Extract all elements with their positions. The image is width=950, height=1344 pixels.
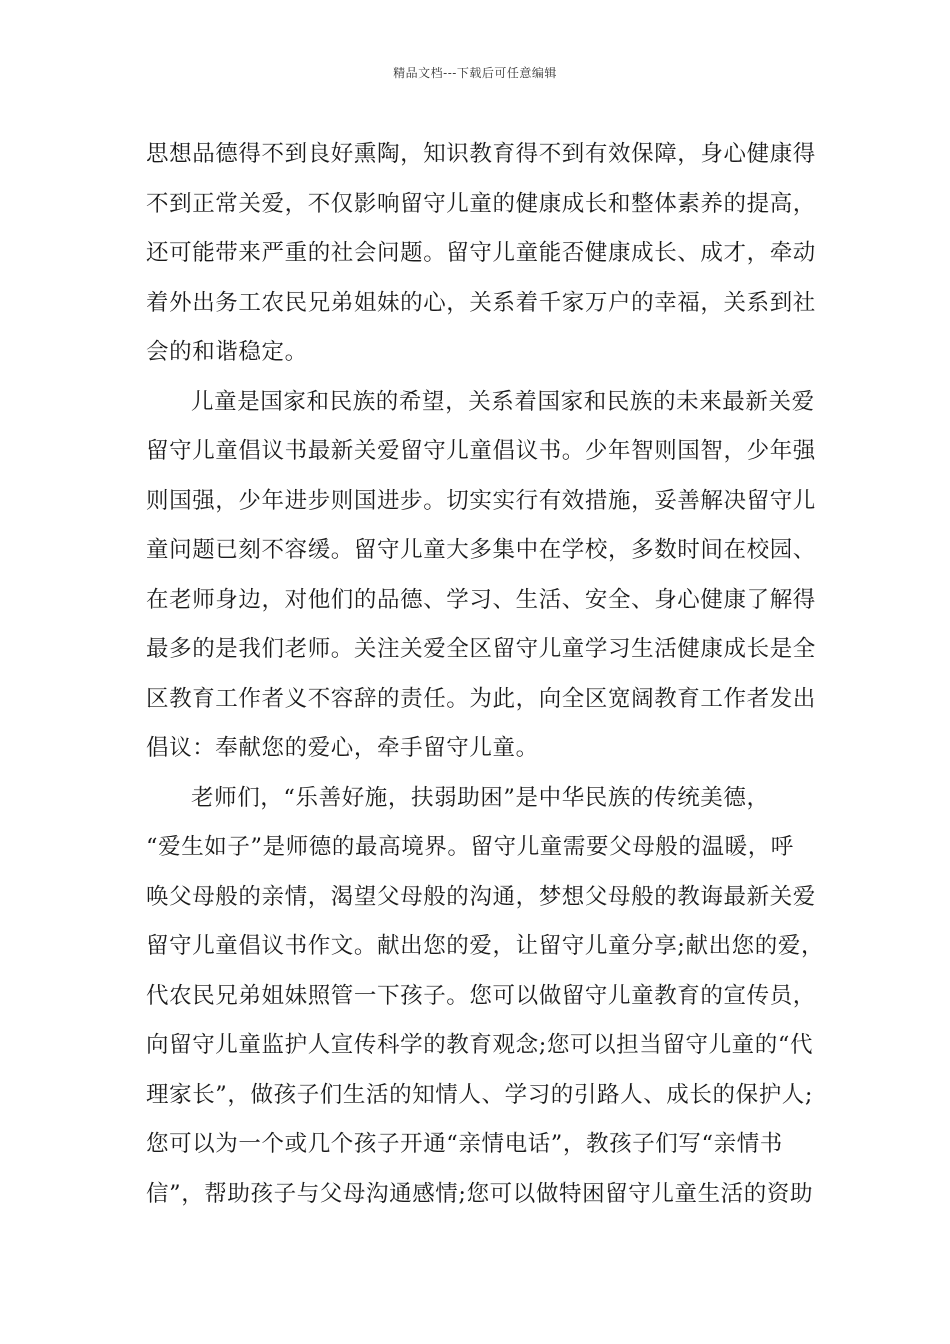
paragraph	[146, 774, 825, 1220]
paragraph	[146, 378, 816, 774]
text-line: 唤父母般的亲情，渴望父母般的沟通，梦想父母般的教诲最新关爱	[146, 883, 816, 910]
text-line: “爱生如子”是师德的最高境界。留守儿童需要父母般的温暖，呼	[146, 834, 794, 860]
text-line: 思想品德得不到良好熏陶，知识教育得不到有效保障，身心健康得	[146, 141, 816, 167]
text-line: 留守儿童倡议书作文。献出您的爱，让留守儿童分享;献出您的爱，	[146, 933, 825, 959]
text-line: 童问题已刻不容缓。留守儿童大多集中在学校，多数时间在校园、	[146, 537, 816, 563]
text-line: 不到正常关爱，不仅影响留守儿童的健康成长和整体素养的提高，	[146, 190, 816, 217]
paragraph	[146, 130, 816, 378]
text-line: 最多的是我们老师。关注关爱全区留守儿童学习生活健康成长是全	[146, 636, 816, 662]
text-line: 会的和谐稳定。	[146, 339, 308, 365]
text-line: 区教育工作者义不容辞的责任。为此，向全区宽阔教育工作者发出	[146, 685, 816, 712]
text-line: 儿童是国家和民族的希望，关系着国家和民族的未来最新关爱	[191, 388, 815, 415]
text-line: 倡议：奉献您的爱心，牵手留守儿童。	[146, 735, 539, 761]
text-line: 信”，帮助孩子与父母沟通感情;您可以做特困留守儿童生活的资助	[146, 1180, 814, 1207]
text-line: 则国强，少年进步则国进步。切实实行有效措施，妥善解决留守儿	[146, 487, 816, 514]
document-body	[146, 130, 825, 1219]
text-line: 还可能带来严重的社会问题。留守儿童能否健康成长、成才，牵动	[146, 240, 816, 266]
page-header: 精品文档---下载后可任意编辑	[393, 66, 557, 80]
text-line: 代农民兄弟姐妹照管一下孩子。您可以做留守儿童教育的宣传员，	[146, 982, 816, 1009]
text-line: 向留守儿童监护人宣传科学的教育观念;您可以担当留守儿童的“代	[146, 1032, 814, 1058]
text-line: 着外出务工农民兄弟姐妹的心，关系着千家万户的幸福，关系到社	[146, 289, 816, 316]
text-line: 留守儿童倡议书最新关爱留守儿童倡议书。少年智则国智，少年强	[146, 438, 816, 464]
text-line: 您可以为一个或几个孩子开通“亲情电话”，教孩子们写“亲情书	[146, 1131, 783, 1157]
text-line: 理家长”，做孩子们生活的知情人、学习的引路人、成长的保护人;	[146, 1081, 814, 1108]
text-line: 老师们，“乐善好施，扶弱助困”是中华民族的传统美德，	[191, 784, 770, 811]
text-line: 在老师身边，对他们的品德、学习、生活、安全、身心健康了解得	[146, 586, 816, 613]
